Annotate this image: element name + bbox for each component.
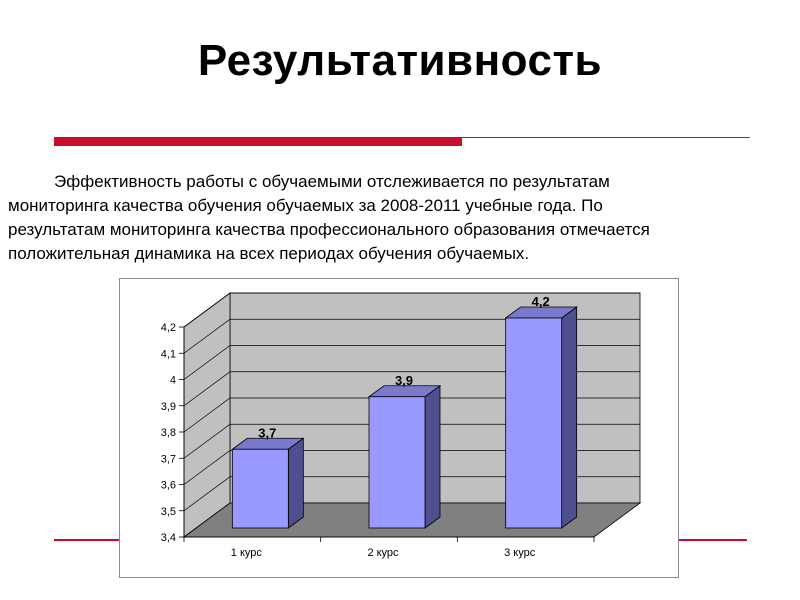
footer-rule-right [679, 539, 747, 541]
y-tick-label: 4,1 [160, 348, 176, 361]
y-tick-label: 3,8 [160, 427, 176, 439]
data-label-1: 3,7 [258, 425, 277, 441]
title-underline-thick [54, 137, 462, 146]
body-line-2: мониторинга качества обучения обучаемых за 2008-2011 учебные года. По [8, 196, 603, 215]
bar-1 [232, 449, 288, 528]
bar-side-2 [425, 386, 440, 528]
bar-side-3 [562, 307, 577, 528]
body-line-3: результатам мониторинга качества профессионального образования отмечается [8, 220, 650, 239]
y-tick-label: 3,5 [160, 505, 176, 518]
y-tick-label: 3,4 [160, 532, 176, 544]
footer-rule-left [54, 539, 122, 541]
y-tick-label: 3,7 [160, 453, 176, 466]
bar-chart [120, 279, 678, 577]
category-label-1: 1 курс [230, 547, 262, 559]
bar-3 [506, 318, 562, 528]
slide-title: Результативность [197, 36, 603, 85]
chart-frame [119, 278, 679, 578]
bar-side-1 [288, 438, 303, 528]
y-tick-label: 4,2 [160, 322, 176, 334]
data-label-3: 4,2 [531, 294, 550, 309]
category-label-2: 2 курс [367, 547, 399, 559]
y-tick-label: 4 [169, 374, 176, 387]
bar-2 [369, 397, 425, 528]
data-label-2: 3,9 [394, 372, 414, 388]
y-tick-label: 3,6 [160, 479, 176, 492]
body-line-4: положительная динамика на всех периодах обучения обучаемых. [8, 244, 530, 263]
body-paragraph [8, 170, 788, 266]
y-tick-label: 3,9 [160, 400, 176, 413]
category-label-3: 3 курс [504, 547, 536, 559]
body-line-1: Эффективность работы с обучаемыми отслеживается по результатам [54, 172, 610, 191]
